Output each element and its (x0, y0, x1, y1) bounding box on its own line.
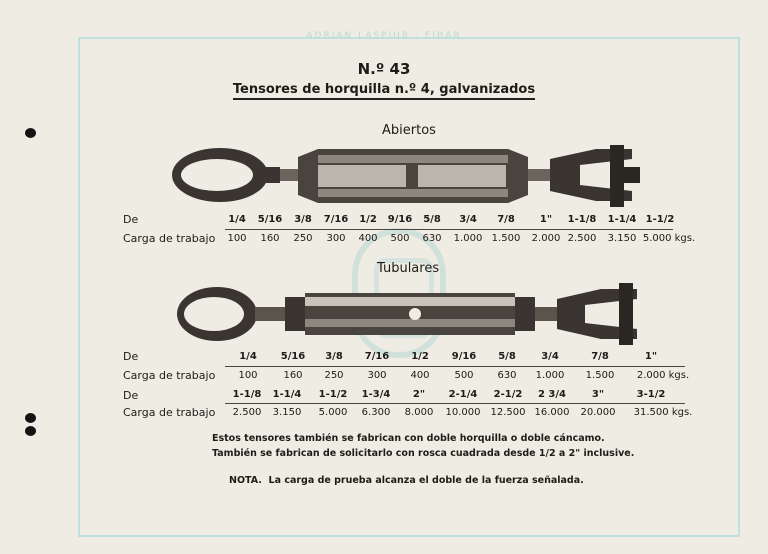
catalog-number: N.º 43 (357, 60, 411, 78)
table-rule (225, 366, 685, 367)
load-value: 2.500 (567, 233, 597, 244)
open-turnbuckle-illustration (168, 145, 648, 207)
table-rule (225, 403, 685, 404)
note-line: También se fabrican de solicitarlo con rosca cuadrada desde 1/2 a 2" inclusive. (212, 448, 635, 459)
tubular-turnbuckle-illustration (175, 283, 650, 345)
load-value: 250 (293, 233, 313, 244)
size-value: 3/8 (325, 351, 343, 362)
header-watermark: ADRIAN LASPIUR · EIBAR (306, 31, 462, 41)
size-value: 2-1/4 (448, 389, 478, 400)
binder-hole (25, 413, 36, 423)
load-value: 160 (283, 370, 303, 381)
size-value: 1" (539, 214, 553, 225)
size-value: 1-1/8 (232, 389, 262, 400)
load-value: 300 (326, 233, 346, 244)
load-value: 31.500 kgs. (633, 407, 693, 418)
load-value: 250 (324, 370, 344, 381)
size-value: 3/8 (294, 214, 312, 225)
size-value: 7/16 (364, 351, 390, 362)
size-row-label: De (123, 350, 139, 363)
load-value: 1.500 (491, 233, 521, 244)
load-value: 1.000 (535, 370, 565, 381)
size-value: 1-1/2 (645, 214, 675, 225)
load-value: 500 (454, 370, 474, 381)
load-value: 2.000 (531, 233, 561, 244)
size-value: 1-1/2 (318, 389, 348, 400)
load-value: 2.000 kgs. (636, 370, 690, 381)
load-value: 16.000 (534, 407, 570, 418)
size-value: 7/16 (323, 214, 349, 225)
size-value: 1/2 (411, 351, 429, 362)
size-value: 2" (412, 389, 426, 400)
note-line: Estos tensores también se fabrican con doble horquilla o doble cáncamo. (212, 433, 605, 444)
size-value: 1-1/4 (607, 214, 637, 225)
size-value: 3-1/2 (636, 389, 666, 400)
binder-hole (25, 128, 36, 138)
size-value: 1-3/4 (361, 389, 391, 400)
load-value: 630 (422, 233, 442, 244)
load-value: 3.150 (272, 407, 302, 418)
load-value: 8.000 (404, 407, 434, 418)
load-value: 3.150 (607, 233, 637, 244)
size-value: 1/2 (359, 214, 377, 225)
section-heading-open: Abiertos (382, 123, 436, 138)
load-value: 1.000 (453, 233, 483, 244)
size-value: 5/8 (423, 214, 441, 225)
load-value: 160 (260, 233, 280, 244)
size-value: 5/16 (257, 214, 283, 225)
size-value: 7/8 (497, 214, 515, 225)
size-value: 2 3/4 (537, 389, 567, 400)
load-value: 2.500 (232, 407, 262, 418)
page-title: Tensores de horquilla n.º 4, galvanizados (0, 82, 768, 97)
size-value: 5/8 (498, 351, 516, 362)
load-value: 400 (410, 370, 430, 381)
size-value: 3/4 (459, 214, 477, 225)
size-value: 5/16 (280, 351, 306, 362)
table-rule (225, 229, 673, 230)
size-value: 2-1/2 (493, 389, 523, 400)
size-row-label: De (123, 389, 139, 402)
load-row-label: Carga de trabajo (123, 406, 216, 419)
load-value: 5.000 (318, 407, 348, 418)
size-value: 9/16 (387, 214, 413, 225)
load-value: 20.000 (580, 407, 616, 418)
load-row-label: Carga de trabajo (123, 232, 216, 245)
size-value: 3" (591, 389, 605, 400)
load-value: 1.500 (585, 370, 615, 381)
size-value: 9/16 (451, 351, 477, 362)
load-value: 10.000 (445, 407, 481, 418)
size-value: 7/8 (591, 351, 609, 362)
load-value: 6.300 (361, 407, 391, 418)
load-value: 630 (497, 370, 517, 381)
size-value: 1" (644, 351, 658, 362)
size-value: 1/4 (228, 214, 246, 225)
size-value: 1-1/8 (567, 214, 597, 225)
binder-hole (25, 426, 36, 436)
load-value: 500 (390, 233, 410, 244)
load-value: 100 (238, 370, 258, 381)
size-value: 1-1/4 (272, 389, 302, 400)
load-row-label: Carga de trabajo (123, 369, 216, 382)
section-heading-tubular: Tubulares (377, 261, 440, 276)
size-value: 1/4 (239, 351, 257, 362)
size-row-label: De (123, 213, 139, 226)
load-value: 300 (367, 370, 387, 381)
nota: NOTA. La carga de prueba alcanza el doble de la fuerza señalada. (229, 475, 584, 486)
load-value: 400 (358, 233, 378, 244)
load-value: 5.000 kgs. (642, 233, 696, 244)
load-value: 100 (227, 233, 247, 244)
size-value: 3/4 (541, 351, 559, 362)
load-value: 12.500 (490, 407, 526, 418)
